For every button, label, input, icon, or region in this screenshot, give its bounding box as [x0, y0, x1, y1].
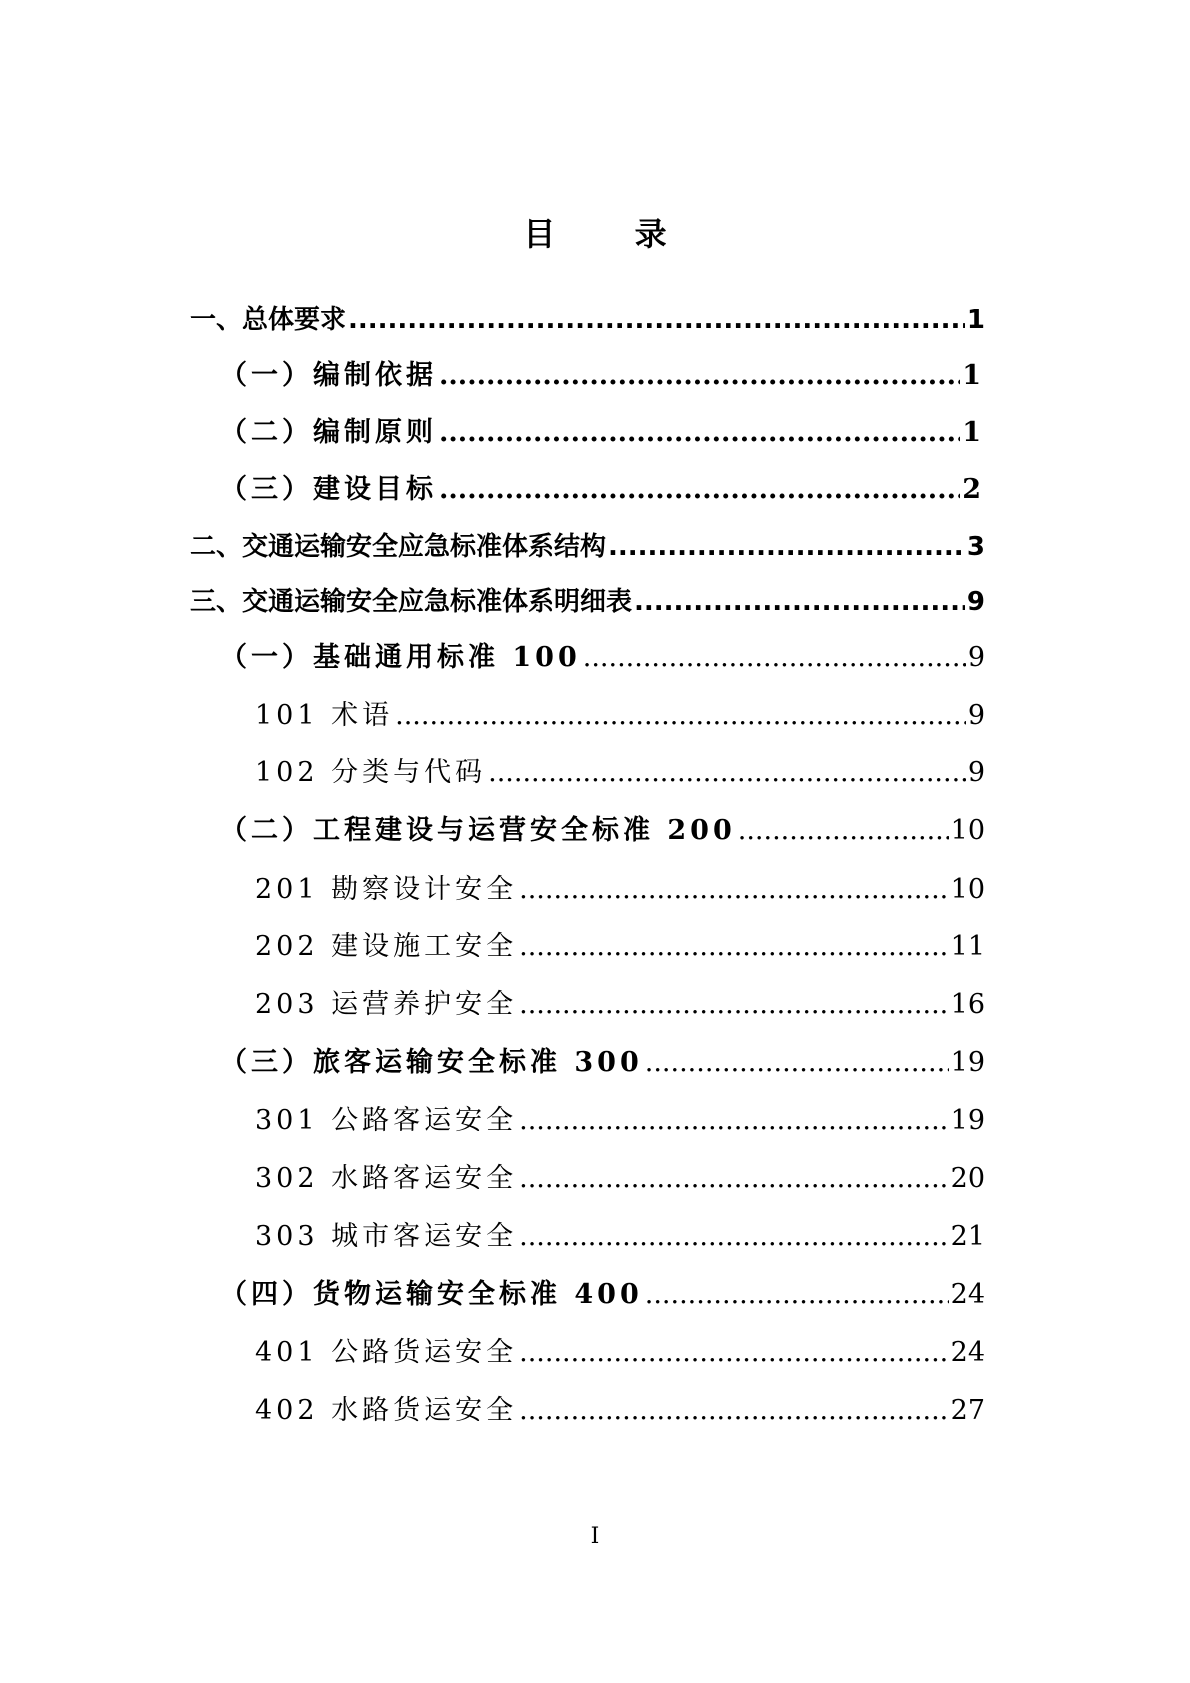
toc-page-number: 24	[950, 1337, 985, 1368]
toc-entry-label: 二、交通运输安全应急标准体系结构	[190, 532, 607, 562]
toc-leader-dots	[439, 356, 960, 396]
toc-page-number: 9	[966, 587, 985, 617]
toc-entry-engineering-standards-200[interactable]	[220, 811, 985, 851]
toc-entry-label: （二）工程建设与运营安全标准 200	[220, 815, 736, 846]
toc-entry-202-construction[interactable]	[255, 927, 985, 967]
toc-page-number: 3	[966, 532, 985, 562]
toc-entry-passenger-standards-300[interactable]	[220, 1043, 985, 1083]
toc-entry-201-survey-design[interactable]	[255, 870, 985, 910]
toc-page-number: 20	[950, 1163, 985, 1194]
toc-leader-dots	[519, 1217, 949, 1257]
toc-entry-system-detail-table[interactable]	[190, 582, 985, 622]
toc-entry-301-road-passenger[interactable]	[255, 1101, 985, 1141]
toc-leader-dots	[488, 753, 966, 793]
toc-entry-label: 202 建设施工安全	[255, 931, 518, 962]
toc-leader-dots	[395, 696, 966, 736]
toc-page-number: 9	[967, 700, 985, 731]
toc-page-number: 9	[967, 642, 985, 673]
toc-entry-label: （三）旅客运输安全标准 300	[220, 1047, 643, 1078]
toc-entry-label: 一、总体要求	[190, 305, 347, 335]
toc-page-number: 16	[950, 989, 985, 1020]
toc-entry-principles[interactable]	[220, 413, 985, 453]
toc-entry-label: （一）基础通用标准 100	[220, 642, 581, 673]
toc-entry-402-water-freight[interactable]	[255, 1391, 985, 1431]
toc-entry-203-operation-maintenance[interactable]	[255, 985, 985, 1025]
toc-page-number: 19	[950, 1047, 985, 1078]
toc-leader-dots	[519, 1159, 949, 1199]
toc-entry-302-water-passenger[interactable]	[255, 1159, 985, 1199]
toc-leader-dots	[608, 527, 965, 567]
toc-entry-label: （二）编制原则	[220, 417, 437, 448]
toc-entry-basis[interactable]	[220, 356, 985, 396]
toc-entry-label: 101 术语	[255, 700, 394, 731]
toc-page-number: 9	[967, 757, 985, 788]
toc-entry-label: （四）货物运输安全标准 400	[220, 1279, 643, 1310]
toc-leader-dots	[634, 582, 965, 622]
toc-entry-label: 301 公路客运安全	[255, 1105, 518, 1136]
toc-leader-dots	[519, 870, 949, 910]
toc-page-number: 24	[950, 1279, 985, 1310]
toc-leader-dots	[519, 1333, 949, 1373]
toc-entry-label: 三、交通运输安全应急标准体系明细表	[190, 587, 633, 617]
toc-page-number: 1	[962, 360, 985, 391]
toc-leader-dots	[519, 927, 949, 967]
toc-entry-general-requirements[interactable]	[190, 300, 985, 340]
toc-entry-label: 401 公路货运安全	[255, 1337, 518, 1368]
toc-page-number: 11	[950, 931, 985, 962]
toc-entry-label: 402 水路货运安全	[255, 1395, 518, 1426]
toc-leader-dots	[348, 300, 965, 340]
toc-entry-goals[interactable]	[220, 470, 985, 510]
toc-entry-401-road-freight[interactable]	[255, 1333, 985, 1373]
toc-page-number: 10	[950, 874, 985, 905]
toc-page-number: 2	[962, 474, 985, 505]
toc-entry-101-terms[interactable]	[255, 696, 985, 736]
toc-entry-label: 302 水路客运安全	[255, 1163, 518, 1194]
toc-leader-dots	[738, 811, 949, 851]
toc-page-number: 1	[966, 305, 985, 335]
toc-page-number: 1	[962, 417, 985, 448]
toc-entry-label: （三）建设目标	[220, 474, 437, 505]
toc-page-number: 10	[950, 815, 985, 846]
toc-leader-dots	[519, 1101, 949, 1141]
toc-entry-label: 303 城市客运安全	[255, 1221, 518, 1252]
toc-entry-102-classification[interactable]	[255, 753, 985, 793]
toc-leader-dots	[645, 1043, 949, 1083]
toc-leader-dots	[583, 638, 966, 678]
page-title: 目 录	[523, 215, 701, 253]
toc-entry-basic-standards-100[interactable]	[220, 638, 985, 678]
toc-entry-label: （一）编制依据	[220, 360, 437, 391]
toc-entry-303-city-passenger[interactable]	[255, 1217, 985, 1257]
page-number-footer: I	[590, 1524, 600, 1549]
toc-leader-dots	[519, 985, 949, 1025]
toc-entry-label: 203 运营养护安全	[255, 989, 518, 1020]
toc-page-number: 27	[950, 1395, 985, 1426]
toc-leader-dots	[439, 470, 960, 510]
toc-entry-label: 102 分类与代码	[255, 757, 487, 788]
toc-leader-dots	[645, 1275, 949, 1315]
toc-page-number: 21	[950, 1221, 985, 1252]
toc-leader-dots	[439, 413, 960, 453]
toc-entry-freight-standards-400[interactable]	[220, 1275, 985, 1315]
toc-page-number: 19	[950, 1105, 985, 1136]
toc-entry-label: 201 勘察设计安全	[255, 874, 518, 905]
toc-leader-dots	[519, 1391, 949, 1431]
toc-entry-system-structure[interactable]	[190, 527, 985, 567]
